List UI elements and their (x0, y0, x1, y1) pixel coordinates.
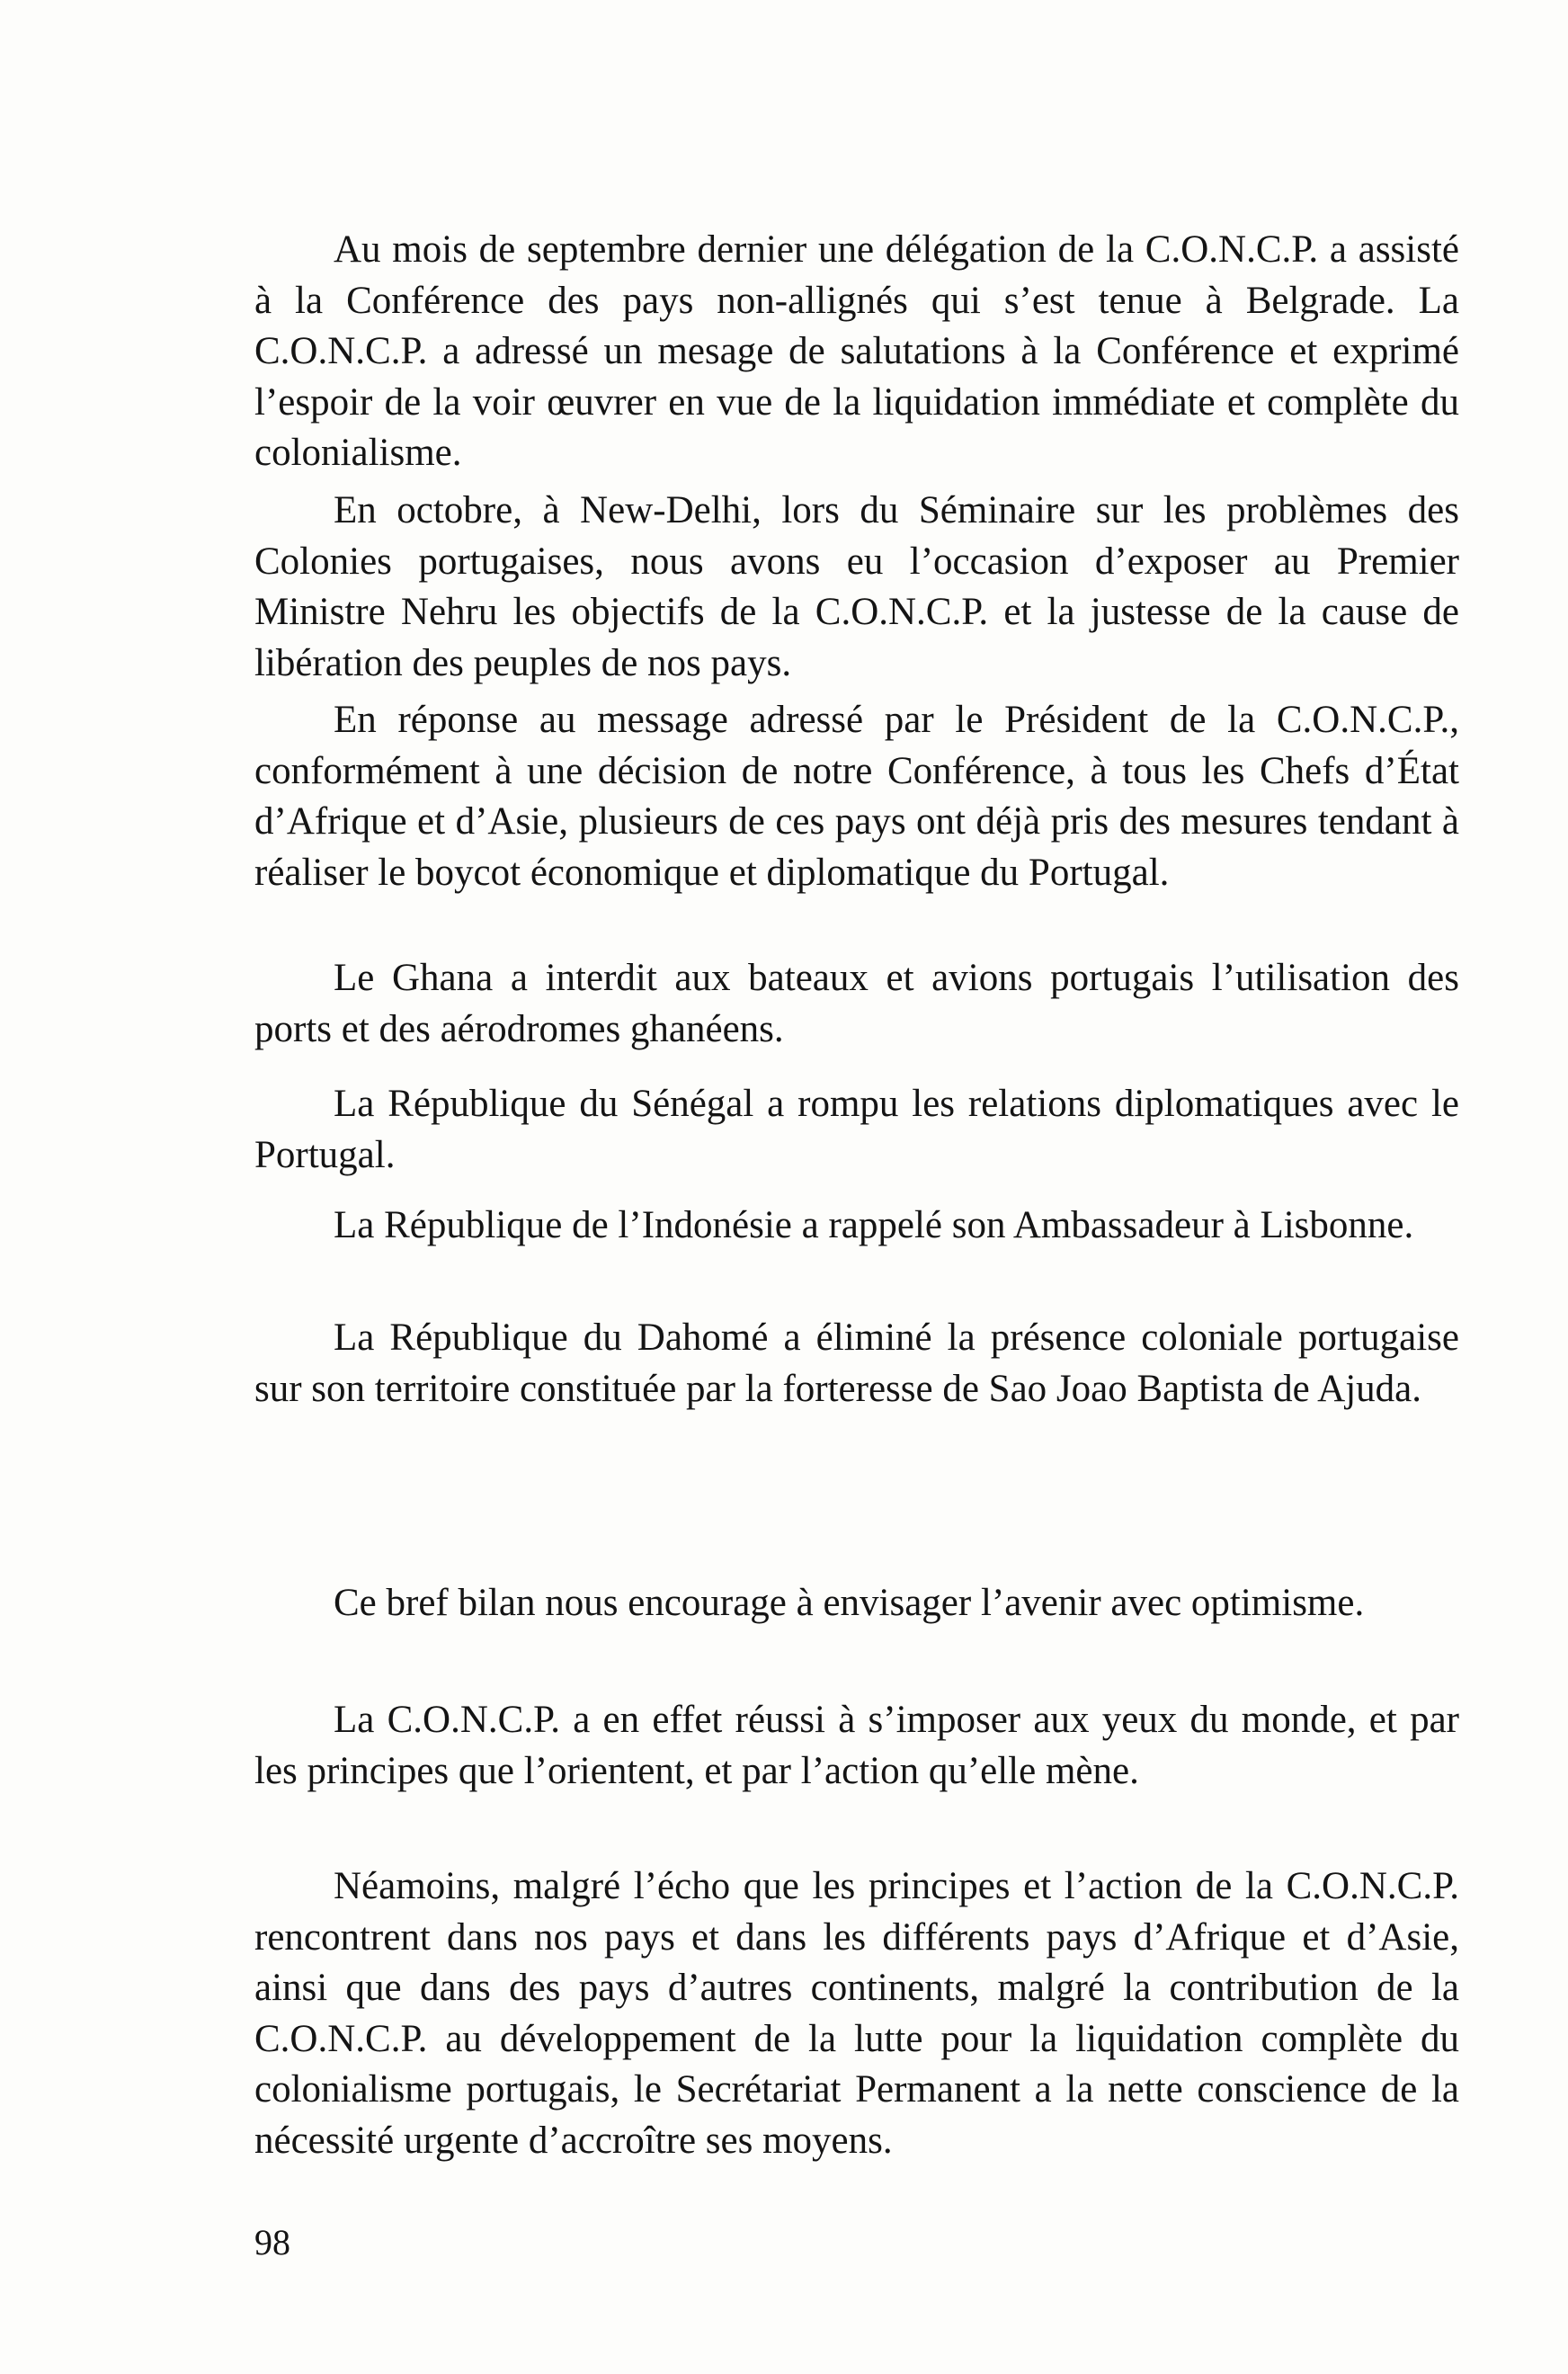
paragraph-bilan: Ce bref bilan nous encourage à envisager l’avenir avec optimisme. (334, 1582, 1365, 1624)
paragraph-senegal: La République du Sénégal a rompu les relations diplomatiques avec le Portugal. (254, 1083, 1459, 1176)
paragraph-concp-success: La C.O.N.C.P. a en effet réussi à s’imposer aux yeux du monde, et par les principes que l’orientent, et par l’action qu’elle mène. (254, 1699, 1459, 1792)
paragraph-secretariat: Néamoins, malgré l’écho que les principes et l’action de la C.O.N.C.P. rencontrent dans nos pays et dans les différents pays d’Afrique et d’Asie, ainsi que dans des pays d’autres continents, malgré la contribution de la C.O.N.C.P. au développement de la lutte pour la liquidation complète du colonialisme portugais, le Secrétariat Permanent a la nette conscience de la nécessité urgente d’accroître ses moyens. (254, 1865, 1459, 2162)
paragraph-ghana: Le Ghana a interdit aux bateaux et avions portugais l’utilisation des ports et des aérodromes ghanéens. (254, 957, 1459, 1050)
paragraph-dahome: La République du Dahomé a éliminé la présence coloniale portugaise sur son territoire constituée par la forteresse de Sao Joao Baptista de Ajuda. (254, 1316, 1459, 1410)
paragraph-new-delhi-seminar: En octobre, à New-Delhi, lors du Séminaire sur les problèmes des Colonies portugaises, nous avons eu l’occasion d’exposer au Premier Ministre Nehru les objectifs de la C.O.N.C.P. et la justesse de la cause de libération des peuples de nos pays. (254, 489, 1459, 684)
paragraph-belgrade-conference: Au mois de septembre dernier une délégation de la C.O.N.C.P. a assisté à la Conférence des pays non-allignés qui s’est tenue à Belgrade. La C.O.N.C.P. a adressé un mesage de salutations à la Conférence et exprimé l’espoir de la voir œuvrer en vue de la liquidation immédiate et complète du colonialisme. (254, 228, 1459, 474)
paragraph-president-message: En réponse au message adressé par le Président de la C.O.N.C.P., conformément à une décision de notre Conférence, à tous les Chefs d’État d’Afrique et d’Asie, plusieurs de ces pays ont déjà pris des mesures tendant à réaliser le boycot économique et diplomatique du Portugal. (254, 699, 1459, 894)
paragraph-indonesia: La République de l’Indonésie a rappelé son Ambassadeur à Lisbonne. (334, 1204, 1414, 1246)
page-number: 98 (254, 2222, 290, 2262)
